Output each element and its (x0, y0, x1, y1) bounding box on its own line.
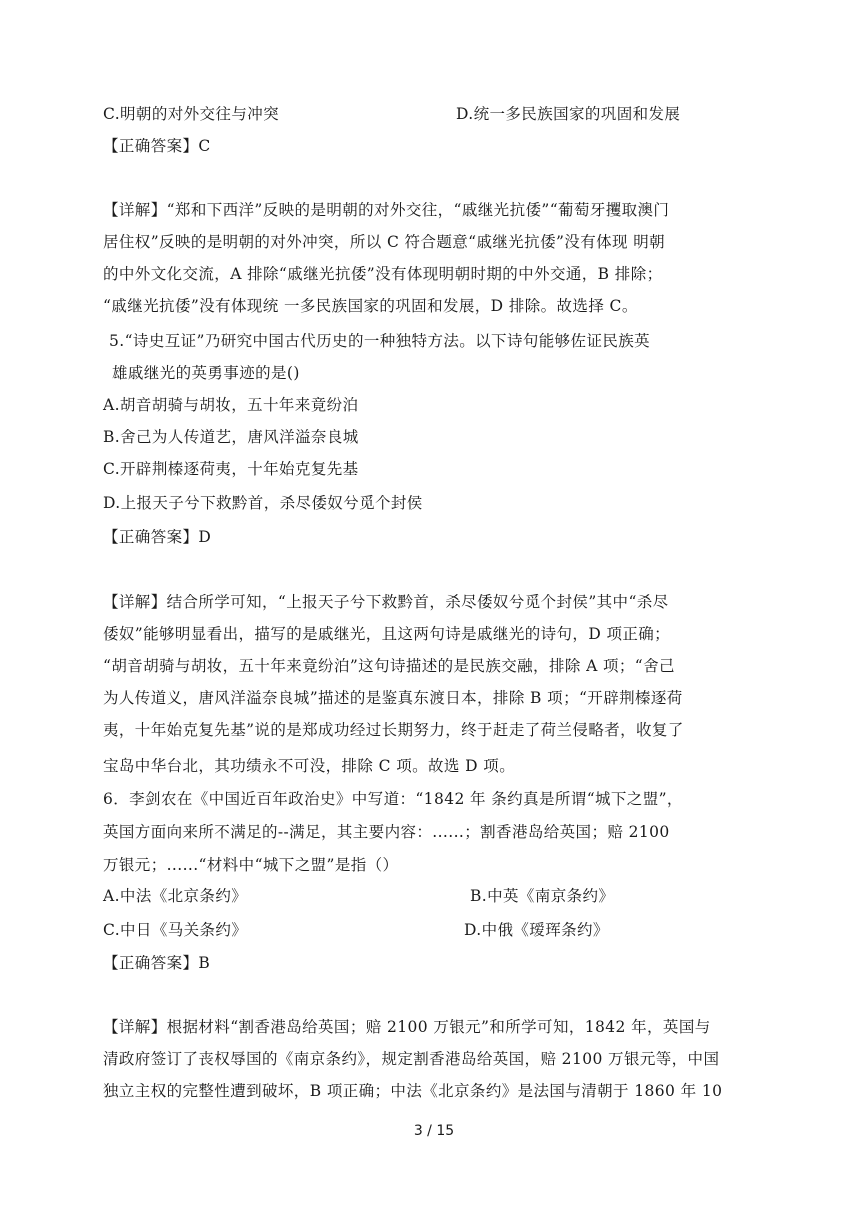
q4-explain-line-4: “戚继光抗倭”没有体现统 一多民族国家的巩固和发展，D 排除。故选择 C。 (103, 297, 638, 315)
q5-stem-line-1: 5.“诗史互证”乃研究中国古代历史的一种独特方法。以下诗句能够佐证民族英 (109, 332, 651, 350)
q5-option-b: B.舍己为人传道艺，唐风洋溢奈良城 (103, 428, 359, 446)
q5-explain-line-2: 倭奴”能够明显看出，描写的是戚继光，且这两句诗是戚继光的诗句，D 项正确； (103, 625, 671, 643)
q5-answer: 【正确答案】D (103, 528, 212, 546)
q4-option-d: D.统一多民族国家的巩固和发展 (456, 105, 681, 123)
q4-explain-line-3: 的中外文化交流，A 排除“戚继光抗倭”没有体现明朝时期的中外交通，B 排除； (103, 265, 663, 283)
q5-option-c: C.开辟荆榛逐荷夷，十年始克复先基 (103, 460, 359, 478)
q6-explain-line-1: 【详解】根据材料“割香港岛给英国；赔 2100 万银元”和所学可知，1842 年，英国与 (103, 1018, 711, 1036)
q5-stem-line-2: 雄戚继光的英勇事迹的是() (112, 364, 300, 382)
q6-stem-line-2: 英国方面向来所不满足的--满足，其主要内容：......；割香港岛给英国；赔 2100 (103, 823, 670, 841)
q6-explain-line-3: 独立主权的完整性遭到破坏，B 项正确；中法《北京条约》是法国与清朝于 1860 年 10 (103, 1082, 723, 1100)
q4-option-c: C.明朝的对外交往与冲突 (103, 105, 280, 123)
q4-explain-line-2: 居住权”反映的是明朝的对外冲突，所以 C 符合题意“戚继光抗倭”没有体现 明朝 (103, 233, 666, 251)
page-number: 3 / 15 (413, 1123, 455, 1139)
q6-explain-line-2: 清政府签订了丧权辱国的《南京条约》，规定割香港岛给英国，赔 2100 万银元等，中国 (103, 1050, 720, 1068)
q6-stem-line-1: 6．李剑农在《中国近百年政治史》中写道：“1842 年 条约真是所谓“城下之盟”， (103, 790, 683, 808)
q5-option-d: D.上报天子兮下救黔首，杀尽倭奴兮觅个封侯 (103, 494, 423, 512)
q5-explain-line-3: “胡音胡骑与胡妆，五十年来竟纷泊”这句诗描述的是民族交融，排除 A 项；“舍己 (103, 657, 675, 675)
q5-option-a: A.胡音胡骑与胡妆，五十年来竟纷泊 (103, 396, 359, 414)
q5-explain-line-5: 夷，十年始克复先基”说的是郑成功经过长期努力，终于赶走了荷兰侵略者，收复了 (103, 721, 684, 739)
q6-option-d: D.中俄《瑷珲条约》 (464, 921, 609, 939)
q6-answer: 【正确答案】B (103, 954, 211, 972)
q4-explain-line-1: 【详解】“郑和下西洋”反映的是明朝的对外交往，“戚继光抗倭”“葡萄牙攫取澳门 (103, 201, 670, 219)
q5-explain-line-4: 为人传道义，唐风洋溢奈良城”描述的是鉴真东渡日本，排除 B 项；“开辟荆榛逐荷 (103, 689, 683, 707)
q5-explain-line-6: 宝岛中华台北，其功绩永不可没，排除 C 项。故选 D 项。 (103, 757, 516, 775)
q6-option-a: A.中法《北京条约》 (103, 887, 248, 905)
q6-option-b: B.中英《南京条约》 (470, 887, 615, 905)
q6-stem-line-3: 万银元；......“材料中“城下之盟”是指（） (103, 856, 399, 874)
q6-option-c: C.中日《马关条约》 (103, 921, 248, 939)
q4-answer: 【正确答案】C (103, 137, 211, 155)
q5-explain-line-1: 【详解】结合所学可知，“上报天子兮下救黔首，杀尽倭奴兮觅个封侯”其中“杀尽 (103, 593, 669, 611)
